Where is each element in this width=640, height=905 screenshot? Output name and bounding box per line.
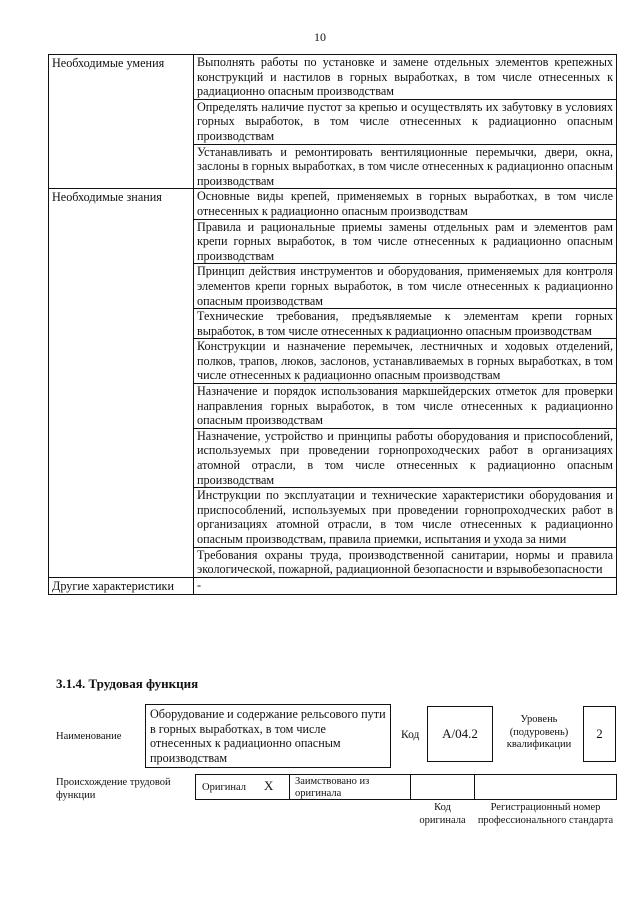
category-skills: Необходимые умения (49, 55, 194, 189)
reg-number-cell (474, 774, 617, 800)
knowledge-item: Принцип действия инструментов и оборудования, применяемых для контроля элементов крепи горных выработок, в том числе отнесенных к радиационно опасным производствам (194, 264, 617, 309)
knowledge-item: Правила и рациональные приемы замены отдельных рам и элементов рам крепи горных выработок, в том числе отнесенных к радиационно опасным производствам (194, 219, 617, 264)
page-number: 10 (314, 30, 326, 44)
requirements-table (48, 54, 617, 595)
code-original-label: Код оригинала (419, 802, 466, 826)
borrowed-label: Заимствовано из оригинала (295, 776, 370, 799)
original-cell (195, 774, 290, 800)
origin-label: Происхождение трудовой функции (56, 777, 171, 801)
category-knowledge: Необходимые знания (49, 189, 194, 577)
table-row (49, 55, 617, 100)
level-value-box: 2 (583, 706, 616, 762)
code-label: Код (401, 729, 420, 741)
knowledge-item: Технические требования, предъявляемые к элементам крепи горных выработок, в том числе отнесенных к радиационно опасным производствам (194, 309, 617, 339)
original-mark: X (264, 778, 274, 793)
table-row (49, 189, 617, 219)
knowledge-item: Назначение и порядок использования маркшейдерских отметок для проверки направления горных выработок, в том числе отнесенных к радиационно опасным производствам (194, 384, 617, 429)
reg-number-label: Регистрационный номер профессионального стандарта (477, 802, 614, 826)
code-original-cell (410, 774, 475, 800)
skill-item: Определять наличие пустот за крепью и осуществлять их забутовку в условиях горных выработок, в том числе отнесенных к радиационно опасным производствам (194, 99, 617, 144)
name-label: Наименование (56, 731, 122, 742)
knowledge-item: Требования охраны труда, производственной санитарии, нормы и правила экологической, пожарной, радиационной безопасности и взрывобезопасности (194, 547, 617, 577)
other-item: - (194, 577, 617, 595)
original-label: Оригинал (202, 782, 246, 793)
knowledge-item: Назначение, устройство и принципы работы оборудования и приспособлений, используемых при проведении горнопроходческих работ в организациях атомной отрасли, в том числе отнесенных к радиационно опасным производствам (194, 428, 617, 487)
knowledge-item: Инструкции по эксплуатации и технические характеристики оборудования и приспособлений, используемых при проведении горнопроходческих работ в организациях атомной отрасли, в том числе отнесенных к радиационно опасным производствам, правила приемки, испытания и ухода за ними (194, 488, 617, 547)
borrowed-cell (289, 774, 411, 800)
section-title: 3.1.4. Трудовая функция (56, 676, 199, 691)
category-other: Другие характеристики (49, 577, 194, 595)
function-code-box: А/04.2 (427, 706, 493, 762)
skill-item: Устанавливать и ремонтировать вентиляционные перемычки, двери, окна, заслоны в горных выработках, в том числе отнесенных к радиационно опасным производствам (194, 144, 617, 189)
requirements-table-body (49, 55, 617, 595)
table-row (49, 577, 617, 595)
knowledge-item: Основные виды крепей, применяемых в горных выработках, в том числе отнесенных к радиационно опасным производствам (194, 189, 617, 219)
level-label: Уровень (подуровень) квалификации (506, 714, 572, 750)
function-name-box: Оборудование и содержание рельсового пути в горных выработках, в том числе отнесенных к радиационно опасным производствам (145, 704, 391, 768)
knowledge-item: Конструкции и назначение перемычек, лестничных и ходовых отделений, полков, трапов, люков, заслонов, устанавливаемых в горных выработках, в том числе отнесенных к радиационно опасным производствам (194, 339, 617, 384)
skill-item: Выполнять работы по установке и замене отдельных элементов крепежных конструкций и настилов в горных выработках, в том числе отнесенных к радиационно опасным производствам (194, 55, 617, 100)
